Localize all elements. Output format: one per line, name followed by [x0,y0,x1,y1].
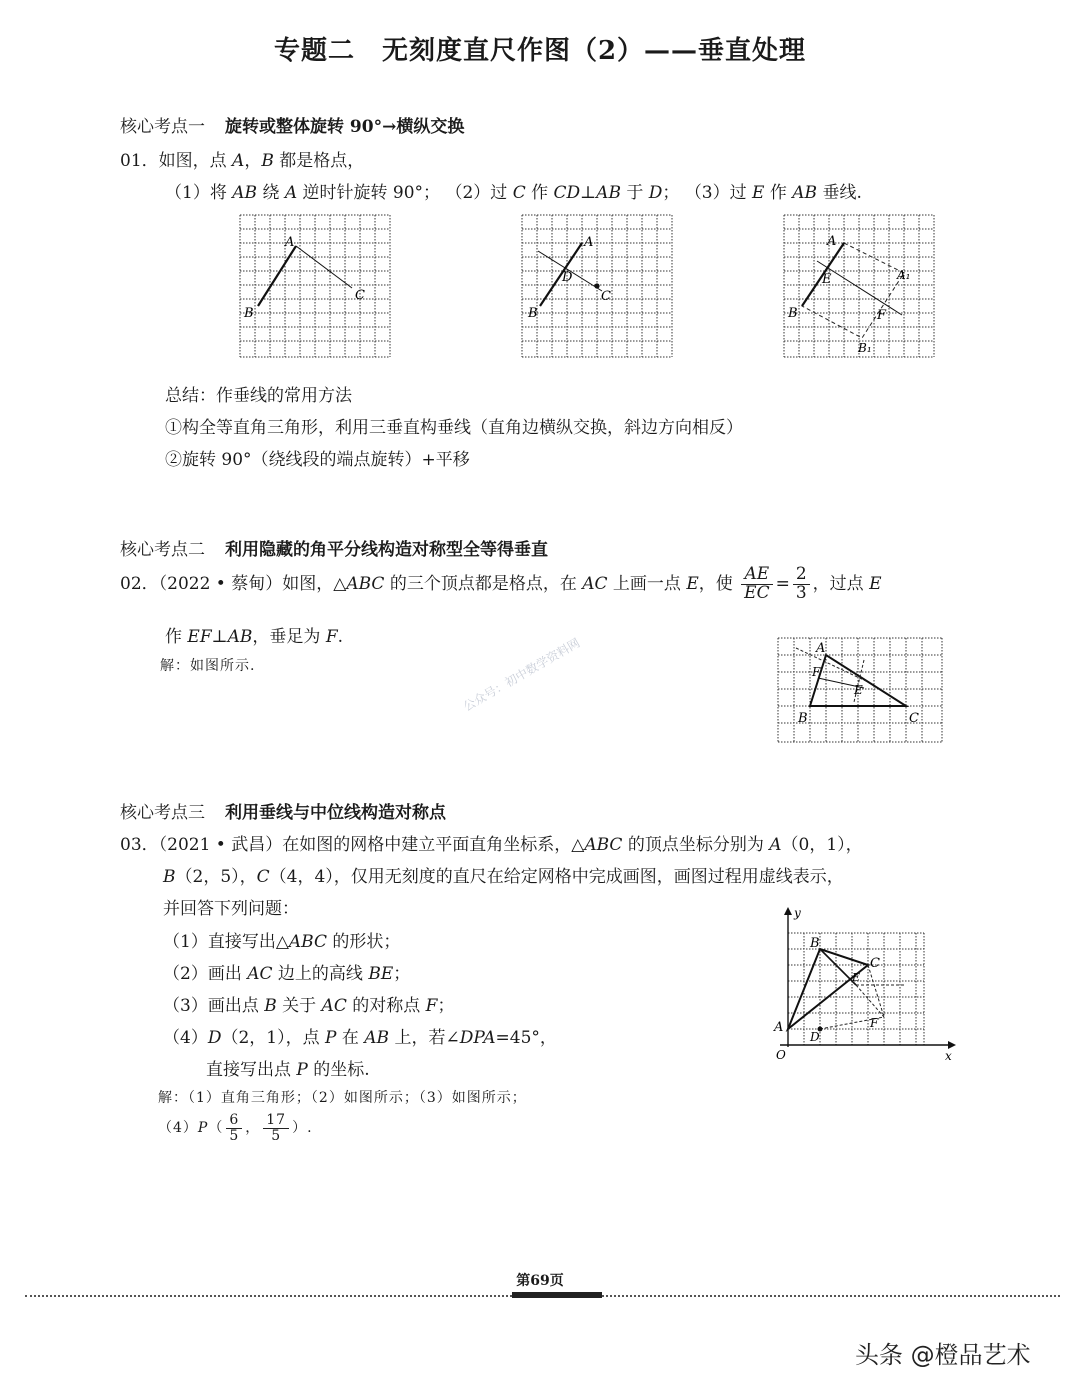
label-b: B [810,936,820,951]
frac-denominator: 3 [795,582,807,603]
q3-p2-b: 边上的高线 [272,964,369,984]
q1-p3-mid: 作 [764,183,793,203]
q3-text-e: （4，4），仅用无刻度的直尺在给定网格中完成画图，画图过程用虚线表示， [269,867,844,887]
question-3-answer-line-1: 解：（1）直角三角形；（2）如图所示；（3）如图所示； [158,1090,527,1106]
section-1-title: 旋转或整体旋转 90°→横纵交换 [225,117,465,137]
q3-p2-ac: AC [247,964,273,984]
q3-p2-c: ； [393,964,411,984]
q3-p3-b: B [264,996,277,1016]
question-1-stem [120,146,364,171]
q3-c: C [256,867,270,887]
label-a: A [285,235,295,250]
point-c [594,283,599,288]
q3-coord-a: （0，1）， [781,835,863,855]
question-source: （2022 • 蔡甸） [158,573,283,594]
grid-lines [784,215,934,357]
label-d: D [810,1030,820,1044]
q2-e2: E [869,573,882,594]
ans-4p: P [197,1120,209,1137]
q3-p3-ac: AC [321,996,347,1016]
q3-p3-c: 关于 [276,996,322,1016]
page-number: 第69页 [516,1273,564,1289]
frac-numerator: 2 [793,566,810,585]
q2-l2-f: F [325,627,338,647]
ans-4b: （ [208,1120,224,1137]
frac-denominator: EC [744,582,770,603]
section-2-heading [120,535,548,560]
question-number: 03． [120,835,159,855]
q3-p4-l2b: 的坐标. [307,1060,370,1080]
q3-part-1 [163,927,400,952]
aux-dashed-2 [868,965,884,1017]
q3-a: A [769,835,782,855]
point-b-label: B [261,151,274,171]
q1-sep: ， [244,151,262,171]
q1-p2-mid: 作 [525,183,554,203]
q1-p2-cd: CD [553,183,581,203]
label-y: y [794,906,801,920]
q3-p1-b: 的形状； [326,932,401,952]
q1-part-1: （1）将 [165,183,233,203]
question-2-line-2 [165,622,343,647]
q3-part-4 [163,1023,557,1048]
q1-p1-mid: 绕 [257,183,285,203]
question-2-answer: 解：如图所示. [160,658,256,674]
grid-lines [240,215,390,357]
label-e: E [852,971,861,984]
question-1-parts [165,178,862,203]
y-axis-arrow [784,907,792,915]
label-e: E [854,683,863,697]
q1-p1-end: 逆时针旋转 90°； [297,183,441,203]
q1-text-b: 都是格点， [273,151,365,171]
label-c: C [909,711,919,726]
q3-p4-f: =45°， [495,1028,557,1048]
q1-p2-ab: AB [596,183,621,203]
label-b: B [244,306,254,321]
q3-p4-dpa: DPA [459,1028,496,1048]
q1-p2-d: D [648,183,663,203]
q1-p2-end: ； [662,183,680,203]
ans-4d: ）. [292,1120,313,1137]
q3-p4-b: （2，1），点 [221,1028,326,1048]
x-axis-arrow [948,1041,956,1049]
q2-l2-b: ，垂足为 [252,627,326,647]
q3-abc: ABC [584,835,623,855]
label-a: A [827,234,837,249]
aux-dashed-1 [796,648,868,682]
fraction-seventeen-fifths [263,1113,289,1143]
label-b: B [798,711,808,726]
section-3-heading [120,798,446,823]
ratio-ae-ec [741,566,772,603]
q3-p4-l2p: P [296,1060,308,1080]
section-2-title: 利用隐藏的角平分线构造对称型全等得垂直 [225,540,548,560]
point-a-label: A [232,151,245,171]
page-title: 专题二 无刻度直尺作图（2）——垂直处理 [273,36,807,66]
q2-text-c: 上画一点 [607,573,687,594]
label-f: F [870,1016,879,1030]
q3-p4-l2a: 直接写出点 [206,1060,297,1080]
q3-p2-be: BE [368,964,394,984]
q3-p4-d: D [207,1028,222,1048]
figure-q3-coordinate-grid [770,905,960,1065]
label-a: A [774,1020,784,1035]
q3-text-a: 在如图的网格中建立平面直角坐标系，△ [282,835,585,855]
q2-e: E [686,573,699,594]
q3-p4-a: （4） [163,1028,208,1048]
label-c: C [355,288,365,303]
question-3-stem [120,830,863,855]
triangle-abc [788,949,868,1029]
q2-text-f: ，过点 [812,573,870,594]
footer-bar [512,1292,602,1298]
question-3-line-3: 并回答下列问题： [163,899,299,919]
summary-item-2: ②旋转 90°（绕线段的端点旋转）+平移 [165,450,470,470]
label-a1: A₁ [897,268,911,282]
ans-4c: ， [245,1120,261,1137]
fraction-six-fifths [226,1113,242,1143]
q3-part-2 [163,959,410,984]
q1-p2-mid2: 于 [620,183,649,203]
summary-item-1: ①构全等直角三角形，利用三垂直构垂线（直角边横纵交换，斜边方向相反） [165,418,743,438]
label-o: O [776,1048,786,1062]
q3-p4-p: P [325,1028,337,1048]
frac-numerator: 6 [226,1113,242,1129]
q3-part-3 [163,991,454,1016]
figure-1-rotation-grid [238,213,392,359]
q3-p2-a: （2）画出 [163,964,248,984]
section-3-title: 利用垂线与中位线构造对称点 [225,803,446,823]
question-source: （2021 • 武昌） [158,835,283,855]
segment-ac [296,246,352,288]
q3-p3-d: 的对称点 [346,996,426,1016]
q3-p4-c: 在 [336,1028,365,1048]
q3-p3-a: （3）画出点 [163,996,265,1016]
segment-ab [258,246,296,306]
figure-3-perpendicular-grid [782,213,936,359]
perp-symbol: ⊥ [211,627,228,647]
label-x: x [945,1049,952,1063]
q3-p4-ab: AB [364,1028,390,1048]
q3-p3-e: ； [437,996,455,1016]
label-a: A [584,235,594,250]
q1-p2-c: C [512,183,526,203]
q3-p1-abc: ABC [288,932,327,952]
label-b1: B₁ [858,341,872,355]
watermark-text: 头条 @橙品艺术 [855,1341,1031,1369]
figure-q2-triangle-grid [776,636,944,744]
perp-symbol: ⊥ [580,183,597,203]
frac-numerator: AE [741,566,772,585]
q3-part-4-line-2 [206,1055,370,1080]
frac-denominator: 5 [229,1127,240,1144]
q2-text-a: 如图，△ [282,573,347,594]
q2-l2-ef: EF [187,627,212,647]
q3-text-b: 的顶点坐标分别为 [622,835,770,855]
q3-p3-f: F [425,996,438,1016]
grid-lines [788,933,924,1045]
question-number: 01． [120,151,159,171]
q2-l2-c: . [337,627,344,647]
q2-l2-a: 作 [165,627,188,647]
frac-numerator: 17 [263,1113,289,1129]
q1-part-3: （3）过 [684,183,753,203]
q1-p3-ab: AB [792,183,818,203]
q3-p4-e: 上，若∠ [389,1028,460,1048]
aux-dashed-3 [856,985,884,1017]
faint-stamp-text: 公众号：初中数学资料网 [461,635,583,714]
question-3-answer-line-2 [158,1113,313,1143]
question-3-line-2 [163,862,844,887]
section-1-heading [120,112,464,137]
ans-4a: （4） [158,1120,198,1137]
q2-l2-ab: AB [227,627,253,647]
label-a: A [816,641,826,656]
label-b: B [528,306,538,321]
section-1-tag: 核心考点一 [120,117,205,137]
label-e: E [822,272,832,287]
q2-abc: ABC [346,573,385,594]
q2-text-b: 的三个顶点都是格点，在 [384,573,583,594]
summary-title: 总结：作垂线的常用方法 [165,386,352,406]
label-c: C [870,956,880,971]
section-2-tag: 核心考点二 [120,540,205,560]
label-d: D [562,270,573,285]
q1-text: 如图，点 [158,151,233,171]
q1-p3-e: E [752,183,765,203]
label-c: C [601,289,611,304]
q3-p1-a: （1）直接写出△ [163,932,289,952]
frac-denominator: 5 [271,1127,282,1144]
q1-part-2: （2）过 [445,183,513,203]
q3-coord-b: （2，5）， [175,867,257,887]
q1-p1-a: A [284,183,298,203]
ratio-two-thirds [793,566,810,603]
equals-sign: = [775,573,790,594]
question-number: 02． [120,573,159,594]
label-f: F [877,308,887,323]
q2-ac: AC [582,573,608,594]
label-b: B [788,306,798,321]
q2-text-d: ，使 [698,573,739,594]
q1-p1-ab: AB [232,183,258,203]
figure-2-perpendicular-grid [520,213,674,359]
section-3-tag: 核心考点三 [120,803,205,823]
q1-p3-end: 垂线. [817,183,862,203]
question-2-stem [120,566,882,603]
label-f: F [812,665,821,679]
q3-b: B [163,867,176,887]
